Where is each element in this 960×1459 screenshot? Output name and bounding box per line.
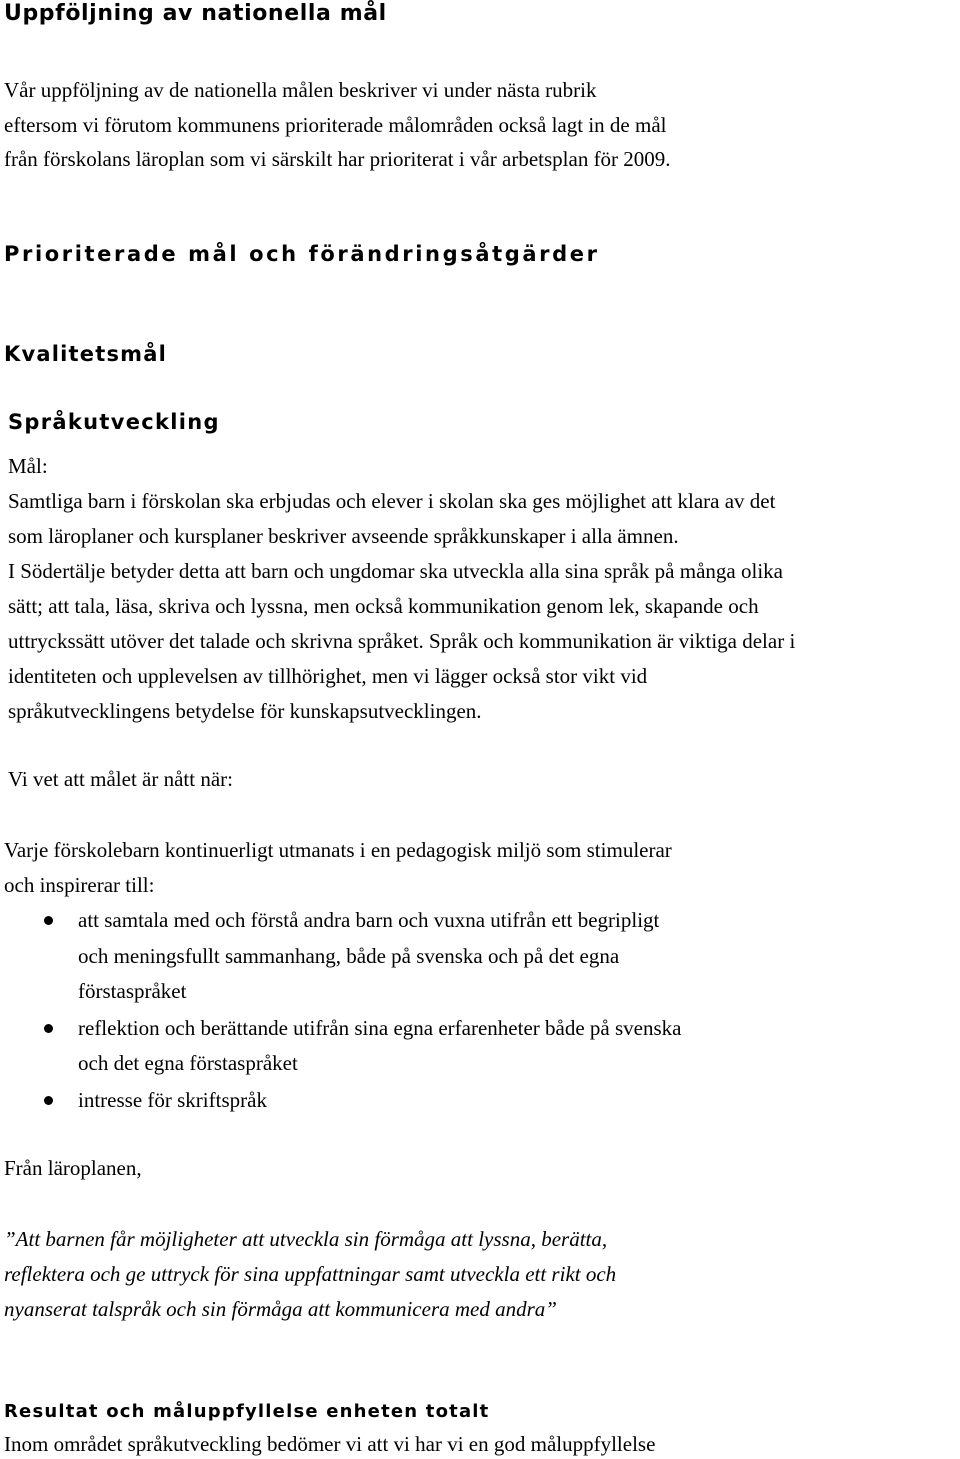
list-item	[0, 1011, 960, 1082]
goal-line: sätt; att tala, läsa, skriva och lyssna, men också kommunikation genom lek, skapande och	[8, 594, 759, 618]
intro-line: Vår uppföljning av de nationella målen beskriver vi under nästa rubrik	[4, 78, 597, 102]
result-text: Inom området språkutveckling bedömer vi att vi har vi en god måluppfyllelse	[4, 1432, 656, 1456]
curriculum-quote	[4, 1222, 616, 1327]
list-item-line: reflektion och berättande utifrån sina egna erfarenheter både på svenska	[78, 1015, 682, 1040]
bullet-icon	[44, 916, 53, 925]
intro-paragraph	[4, 73, 671, 177]
criteria-intro-line: Varje förskolebarn kontinuerligt utmanats i en pedagogisk miljö som stimulerar	[4, 838, 672, 862]
goal-line: som läroplaner och kursplaner beskriver avseende språkkunskaper i alla ämnen.	[8, 524, 679, 548]
list-item-line: förstaspråket	[78, 979, 187, 1003]
bullet-icon	[44, 1096, 53, 1105]
section-heading-priorities: Prioriterade mål och förändringsåtgärder	[4, 242, 600, 266]
bullet-icon	[44, 1024, 53, 1033]
goal-line: uttryckssätt utöver det talade och skrivna språket. Språk och kommunikation är viktiga delar i	[8, 629, 796, 653]
goal-line: I Södertälje betyder detta att barn och ungdomar ska utveckla alla sina språk på många olika	[8, 559, 783, 583]
goal-paragraph	[8, 484, 795, 729]
list-item	[0, 1083, 960, 1119]
criteria-intro-line: och inspirerar till:	[4, 873, 155, 897]
criteria-label: Vi vet att målet är nått när:	[8, 767, 233, 791]
quote-line: nyanserat talspråk och sin förmåga att kommunicera med andra”	[4, 1297, 557, 1321]
goal-line: språkutvecklingens betydelse för kunskapsutvecklingen.	[8, 699, 482, 723]
quote-line: reflektera och ge uttryck för sina uppfattningar samt utveckla ett rikt och	[4, 1262, 617, 1286]
list-item-line: att samtala med och förstå andra barn och vuxna utifrån ett begripligt	[78, 908, 660, 932]
section-heading-quality: Kvalitetsmål	[4, 342, 167, 366]
list-item	[0, 903, 960, 1010]
criteria-bullet-list	[0, 903, 960, 1118]
list-item-line: och det egna förstaspråket	[78, 1051, 298, 1075]
criteria-intro	[4, 833, 672, 903]
goal-line: identiteten och upplevelsen av tillhörighet, men vi lägger också stor vikt vid	[8, 664, 648, 688]
page-title: Uppföljning av nationella mål	[4, 1, 387, 26]
quote-line: ”Att barnen får möjligheter att utveckla sin förmåga att lyssna, berätta,	[4, 1227, 608, 1251]
goal-line: Samtliga barn i förskolan ska erbjudas och elever i skolan ska ges möjlighet att klara av det	[8, 489, 776, 513]
intro-line: från förskolans läroplan som vi särskilt har prioriterat i vår arbetsplan för 2009.	[4, 147, 671, 171]
list-item-line: och meningsfullt sammanhang, både på svenska och på det egna	[78, 943, 620, 968]
goal-label: Mål:	[8, 454, 48, 478]
curriculum-label: Från läroplanen,	[4, 1156, 142, 1180]
section-heading-language: Språkutveckling	[8, 410, 220, 434]
list-item-line: intresse för skriftspråk	[78, 1087, 267, 1112]
intro-line: eftersom vi förutom kommunens prioriterade målområden också lagt in de mål	[4, 112, 667, 137]
section-heading-result: Resultat och måluppfyllelse enheten totalt	[4, 1401, 490, 1422]
